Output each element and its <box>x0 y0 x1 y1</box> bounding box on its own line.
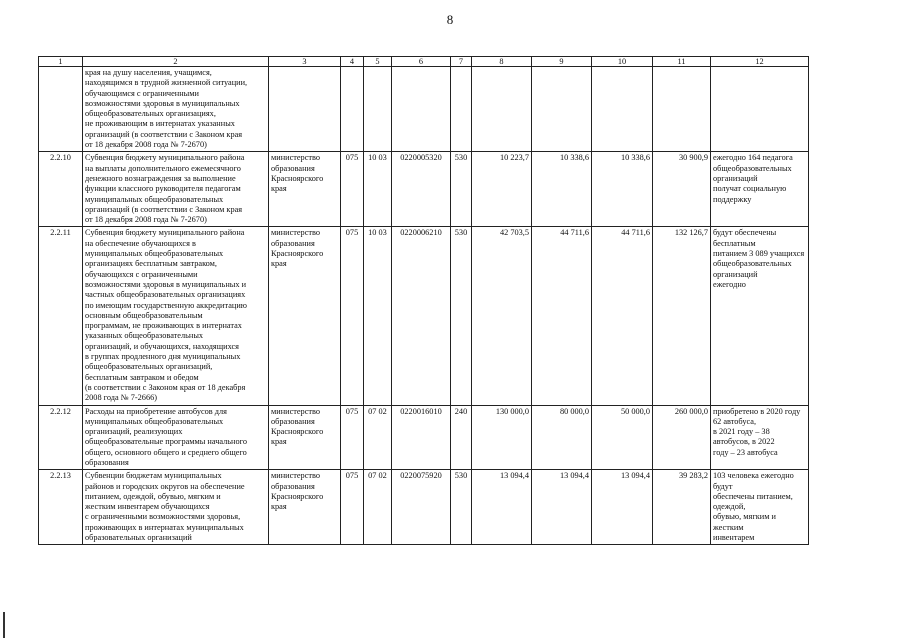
amount-year-2: 80 000,0 <box>532 405 592 470</box>
executor: министерство образования Красноярского края <box>269 227 341 405</box>
program-measures-table <box>38 56 809 545</box>
col-header-12: 12 <box>711 57 809 67</box>
col-header-10: 10 <box>592 57 653 67</box>
measure-name: Субвенция бюджету муниципального района на обеспечение обучающихся в муниципальных общеобразовательных организациях бесплатным завтраком, обучающихся с ограниченными возможностями здоровья в муниципальных и частных общеобразовательных организациях по имеющим государственную аккредитацию основным общеобразовательным программам, не проживающих в интернатах указанных общеобразовательных организаций, и обучающихся, находящихся в группах продленного дня муниципальных общеобразовательных организаций, бесплатным завтраком и обедом (в соответствии с Законом края от 18 декабря 2008 года № 7-2666) <box>83 227 269 405</box>
continuation-row <box>39 67 809 152</box>
expected-result: 103 человека ежегодно будут обеспечены питанием, одеждой, обувью, мягким и жестким инвентарем <box>711 470 809 545</box>
col-header-6: 6 <box>392 57 451 67</box>
expected-result: будут обеспечены бесплатным питанием 3 089 учащихся общеобразовательных организаций ежегодно <box>711 227 809 405</box>
table-row <box>39 405 809 470</box>
col-header-5: 5 <box>364 57 392 67</box>
amount-year-1: 42 703,5 <box>472 227 532 405</box>
col-header-4: 4 <box>341 57 364 67</box>
target-article: 0220075920 <box>392 470 451 545</box>
section-code: 07 02 <box>364 470 392 545</box>
col-header-8: 8 <box>472 57 532 67</box>
amount-year-2: 13 094,4 <box>532 470 592 545</box>
amount-year-1: 13 094,4 <box>472 470 532 545</box>
amount-year-1: 10 223,7 <box>472 152 532 227</box>
table-row <box>39 152 809 227</box>
col-header-7: 7 <box>451 57 472 67</box>
amount-total: 132 126,7 <box>653 227 711 405</box>
col-header-3: 3 <box>269 57 341 67</box>
amount-year-3: 44 711,6 <box>592 227 653 405</box>
expense-type: 240 <box>451 405 472 470</box>
executor: министерство образования Красноярского края <box>269 152 341 227</box>
row-number: 2.2.10 <box>39 152 83 227</box>
expected-result: ежегодно 164 педагога общеобразовательных организаций получат социальную поддержку <box>711 152 809 227</box>
expense-type: 530 <box>451 470 472 545</box>
amount-year-3: 50 000,0 <box>592 405 653 470</box>
scan-margin-line <box>3 612 5 638</box>
amount-year-3: 13 094,4 <box>592 470 653 545</box>
expense-type: 530 <box>451 227 472 405</box>
measure-name: Расходы на приобретение автобусов для муниципальных общеобразовательных организаций, реализующих общеобразовательные программы начального общего, основного общего и среднего общего образования <box>83 405 269 470</box>
page-number: 8 <box>446 12 454 27</box>
row-number: 2.2.11 <box>39 227 83 405</box>
continuation-text: края на душу населения, учащимся, находящимся в трудной жизненной ситуации, обучающимся с ограниченными возможностями здоровья в муниципальных общеобразовательных организациях, не проживающим в интернатах указанных организаций (в соответствии с Законом края от 18 декабря 2008 года № 7-2670) <box>83 67 269 152</box>
target-article: 0220006210 <box>392 227 451 405</box>
amount-year-3: 10 338,6 <box>592 152 653 227</box>
grbs-code: 075 <box>341 405 364 470</box>
section-code: 07 02 <box>364 405 392 470</box>
row-number: 2.2.12 <box>39 405 83 470</box>
table-row <box>39 470 809 545</box>
section-code: 10 03 <box>364 227 392 405</box>
section-code: 10 03 <box>364 152 392 227</box>
col-header-2: 2 <box>83 57 269 67</box>
table-row <box>39 227 809 405</box>
col-header-9: 9 <box>532 57 592 67</box>
target-article: 0220016010 <box>392 405 451 470</box>
amount-year-1: 130 000,0 <box>472 405 532 470</box>
measure-name: Субвенция бюджету муниципального района на выплаты дополнительного ежемесячного денежного вознаграждения за выполнение функции классного руководителя педагогам муниципальных общеобразовательных организаций (в соответствии с Законом края от 18 декабря 2008 года № 7-2670) <box>83 152 269 227</box>
grbs-code: 075 <box>341 227 364 405</box>
column-number-row <box>39 57 809 67</box>
col-header-11: 11 <box>653 57 711 67</box>
measure-name: Субвенции бюджетам муниципальных районов и городских округов на обеспечение питанием, одеждой, обувью, мягким и жестким инвентарем обучающихся с ограниченными возможностями здоровья, проживающих в интернатах муниципальных образовательных организаций <box>83 470 269 545</box>
expected-result: приобретено в 2020 году 62 автобуса, в 2021 году – 38 автобусов, в 2022 году – 23 автобуса <box>711 405 809 470</box>
amount-total: 39 283,2 <box>653 470 711 545</box>
target-article: 0220005320 <box>392 152 451 227</box>
executor: министерство образования Красноярского края <box>269 405 341 470</box>
grbs-code: 075 <box>341 470 364 545</box>
executor: министерство образования Красноярского края <box>269 470 341 545</box>
amount-total: 260 000,0 <box>653 405 711 470</box>
amount-year-2: 44 711,6 <box>532 227 592 405</box>
grbs-code: 075 <box>341 152 364 227</box>
expense-type: 530 <box>451 152 472 227</box>
col-header-1: 1 <box>39 57 83 67</box>
amount-total: 30 900,9 <box>653 152 711 227</box>
row-number: 2.2.13 <box>39 470 83 545</box>
amount-year-2: 10 338,6 <box>532 152 592 227</box>
